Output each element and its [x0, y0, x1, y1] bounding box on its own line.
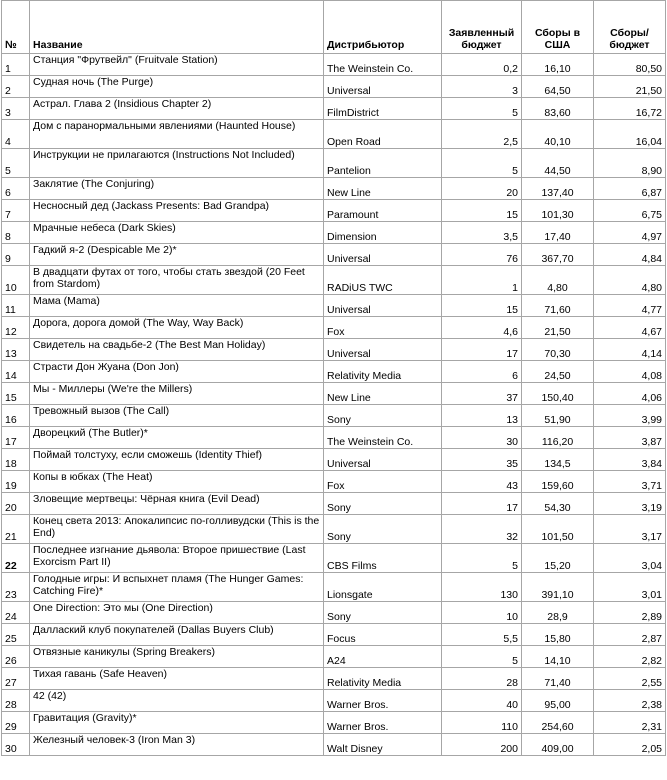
- header-budget: Заявленный бюджет: [442, 1, 522, 54]
- table-row: [2, 734, 666, 756]
- us-gross-value: 51,90: [522, 405, 594, 427]
- distributor-name: CBS Films: [324, 544, 442, 573]
- gross-budget-ratio: 3,99: [594, 405, 666, 427]
- us-gross-value: 70,30: [522, 339, 594, 361]
- movie-title: Свидетель на свадьбе-2 (The Best Man Holiday): [30, 339, 324, 361]
- distributor-name: Relativity Media: [324, 668, 442, 690]
- row-number: 24: [2, 602, 30, 624]
- us-gross-value: 21,50: [522, 317, 594, 339]
- gross-budget-ratio: 2,38: [594, 690, 666, 712]
- gross-budget-ratio: 4,84: [594, 244, 666, 266]
- budget-value: 17: [442, 339, 522, 361]
- budget-value: 37: [442, 383, 522, 405]
- table-row: [2, 427, 666, 449]
- row-number: 20: [2, 493, 30, 515]
- movie-title: Дом с паранормальными явлениями (Haunted House): [30, 120, 324, 149]
- row-number: 13: [2, 339, 30, 361]
- table-row: [2, 339, 666, 361]
- budget-value: 0,2: [442, 54, 522, 76]
- distributor-name: Warner Bros.: [324, 690, 442, 712]
- gross-budget-ratio: 3,04: [594, 544, 666, 573]
- us-gross-value: 116,20: [522, 427, 594, 449]
- table-row: [2, 471, 666, 493]
- us-gross-value: 71,40: [522, 668, 594, 690]
- distributor-name: Universal: [324, 244, 442, 266]
- table-row: [2, 178, 666, 200]
- row-number: 28: [2, 690, 30, 712]
- distributor-name: Walt Disney: [324, 734, 442, 756]
- movie-title: Гравитация (Gravity)*: [30, 712, 324, 734]
- budget-value: 3: [442, 76, 522, 98]
- table-row: [2, 266, 666, 295]
- row-number: 9: [2, 244, 30, 266]
- row-number: 7: [2, 200, 30, 222]
- distributor-name: Sony: [324, 515, 442, 544]
- table-row: [2, 690, 666, 712]
- row-number: 19: [2, 471, 30, 493]
- movie-title: Даллаский клуб покупателей (Dallas Buyers Club): [30, 624, 324, 646]
- table-row: [2, 361, 666, 383]
- table-row: [2, 383, 666, 405]
- budget-value: 43: [442, 471, 522, 493]
- table-row: [2, 54, 666, 76]
- box-office-table: [1, 0, 666, 756]
- distributor-name: Relativity Media: [324, 361, 442, 383]
- row-number: 26: [2, 646, 30, 668]
- gross-budget-ratio: 2,31: [594, 712, 666, 734]
- budget-value: 15: [442, 200, 522, 222]
- budget-value: 17: [442, 493, 522, 515]
- budget-value: 5: [442, 544, 522, 573]
- us-gross-value: 15,20: [522, 544, 594, 573]
- row-number: 29: [2, 712, 30, 734]
- budget-value: 32: [442, 515, 522, 544]
- distributor-name: RADiUS TWC: [324, 266, 442, 295]
- movie-title: Инструкции не прилагаются (Instructions Not Included): [30, 149, 324, 178]
- gross-budget-ratio: 2,55: [594, 668, 666, 690]
- row-number: 8: [2, 222, 30, 244]
- table-row: [2, 149, 666, 178]
- gross-budget-ratio: 8,90: [594, 149, 666, 178]
- row-number: 25: [2, 624, 30, 646]
- budget-value: 1: [442, 266, 522, 295]
- us-gross-value: 409,00: [522, 734, 594, 756]
- movie-title: Поймай толстуху, если сможешь (Identity Thief): [30, 449, 324, 471]
- movie-title: Дорога, дорога домой (The Way, Way Back): [30, 317, 324, 339]
- gross-budget-ratio: 16,72: [594, 98, 666, 120]
- budget-value: 30: [442, 427, 522, 449]
- row-number: 21: [2, 515, 30, 544]
- row-number: 12: [2, 317, 30, 339]
- gross-budget-ratio: 3,17: [594, 515, 666, 544]
- us-gross-value: 150,40: [522, 383, 594, 405]
- budget-value: 130: [442, 573, 522, 602]
- gross-budget-ratio: 2,05: [594, 734, 666, 756]
- distributor-name: Universal: [324, 449, 442, 471]
- header-gross: Сборы в США: [522, 1, 594, 54]
- table-row: [2, 244, 666, 266]
- distributor-name: Open Road: [324, 120, 442, 149]
- us-gross-value: 101,50: [522, 515, 594, 544]
- row-number: 2: [2, 76, 30, 98]
- us-gross-value: 367,70: [522, 244, 594, 266]
- us-gross-value: 159,60: [522, 471, 594, 493]
- us-gross-value: 101,30: [522, 200, 594, 222]
- us-gross-value: 83,60: [522, 98, 594, 120]
- budget-value: 110: [442, 712, 522, 734]
- distributor-name: FilmDistrict: [324, 98, 442, 120]
- table-row: [2, 668, 666, 690]
- table-row: [2, 573, 666, 602]
- budget-value: 5,5: [442, 624, 522, 646]
- movie-title: 42 (42): [30, 690, 324, 712]
- distributor-name: Universal: [324, 76, 442, 98]
- table-row: [2, 76, 666, 98]
- row-number: 27: [2, 668, 30, 690]
- row-number: 14: [2, 361, 30, 383]
- row-number: 10: [2, 266, 30, 295]
- row-number: 11: [2, 295, 30, 317]
- gross-budget-ratio: 4,97: [594, 222, 666, 244]
- us-gross-value: 254,60: [522, 712, 594, 734]
- movie-title: Мрачные небеса (Dark Skies): [30, 222, 324, 244]
- gross-budget-ratio: 3,01: [594, 573, 666, 602]
- row-number: 1: [2, 54, 30, 76]
- budget-value: 40: [442, 690, 522, 712]
- us-gross-value: 391,10: [522, 573, 594, 602]
- table-row: [2, 646, 666, 668]
- row-number: 23: [2, 573, 30, 602]
- budget-value: 2,5: [442, 120, 522, 149]
- us-gross-value: 134,5: [522, 449, 594, 471]
- row-number: 15: [2, 383, 30, 405]
- movie-title: Конец света 2013: Апокалипсис по-голливудски (This is the End): [30, 515, 324, 544]
- budget-value: 76: [442, 244, 522, 266]
- us-gross-value: 64,50: [522, 76, 594, 98]
- row-number: 5: [2, 149, 30, 178]
- us-gross-value: 15,80: [522, 624, 594, 646]
- table-body: [2, 54, 666, 756]
- row-number: 18: [2, 449, 30, 471]
- gross-budget-ratio: 6,87: [594, 178, 666, 200]
- budget-value: 4,6: [442, 317, 522, 339]
- movie-title: Судная ночь (The Purge): [30, 76, 324, 98]
- gross-budget-ratio: 2,87: [594, 624, 666, 646]
- table-row: [2, 712, 666, 734]
- row-number: 16: [2, 405, 30, 427]
- us-gross-value: 28,9: [522, 602, 594, 624]
- header-distributor: Дистрибьютор: [324, 1, 442, 54]
- table-row: [2, 317, 666, 339]
- movie-title: В двадцати футах от того, чтобы стать звездой (20 Feet from Stardom): [30, 266, 324, 295]
- gross-budget-ratio: 4,06: [594, 383, 666, 405]
- gross-budget-ratio: 21,50: [594, 76, 666, 98]
- distributor-name: Dimension: [324, 222, 442, 244]
- gross-budget-ratio: 6,75: [594, 200, 666, 222]
- us-gross-value: 14,10: [522, 646, 594, 668]
- distributor-name: Warner Bros.: [324, 712, 442, 734]
- distributor-name: The Weinstein Co.: [324, 427, 442, 449]
- movie-title: Голодные игры: И вспыхнет пламя (The Hunger Games: Catching Fire)*: [30, 573, 324, 602]
- header-name: Название: [30, 1, 324, 54]
- row-number: 3: [2, 98, 30, 120]
- movie-title: Железный человек-3 (Iron Man 3): [30, 734, 324, 756]
- gross-budget-ratio: 4,80: [594, 266, 666, 295]
- gross-budget-ratio: 2,82: [594, 646, 666, 668]
- header-ratio: Сборы/ бюджет: [594, 1, 666, 54]
- gross-budget-ratio: 3,71: [594, 471, 666, 493]
- header-row: [2, 1, 666, 54]
- budget-value: 15: [442, 295, 522, 317]
- movie-title: Тревожный вызов (The Call): [30, 405, 324, 427]
- table-row: [2, 515, 666, 544]
- gross-budget-ratio: 80,50: [594, 54, 666, 76]
- distributor-name: Universal: [324, 295, 442, 317]
- distributor-name: New Line: [324, 383, 442, 405]
- movie-title: Последнее изгнание дьявола: Второе пришествие (Last Exorcism Part II): [30, 544, 324, 573]
- budget-value: 200: [442, 734, 522, 756]
- gross-budget-ratio: 4,14: [594, 339, 666, 361]
- budget-value: 28: [442, 668, 522, 690]
- movie-title: Станция "Фрутвейл" (Fruitvale Station): [30, 54, 324, 76]
- table-row: [2, 295, 666, 317]
- distributor-name: Sony: [324, 405, 442, 427]
- movie-title: Зловещие мертвецы: Чёрная книга (Evil Dead): [30, 493, 324, 515]
- distributor-name: A24: [324, 646, 442, 668]
- row-number: 22: [2, 544, 30, 573]
- us-gross-value: 24,50: [522, 361, 594, 383]
- gross-budget-ratio: 4,08: [594, 361, 666, 383]
- movie-title: Мы - Миллеры (We're the Millers): [30, 383, 324, 405]
- table-row: [2, 544, 666, 573]
- movie-title: Астрал. Глава 2 (Insidious Chapter 2): [30, 98, 324, 120]
- gross-budget-ratio: 3,87: [594, 427, 666, 449]
- table-row: [2, 602, 666, 624]
- distributor-name: Sony: [324, 493, 442, 515]
- movie-title: Тихая гавань (Safe Heaven): [30, 668, 324, 690]
- table-row: [2, 200, 666, 222]
- table-row: [2, 98, 666, 120]
- budget-value: 5: [442, 149, 522, 178]
- us-gross-value: 137,40: [522, 178, 594, 200]
- gross-budget-ratio: 2,89: [594, 602, 666, 624]
- us-gross-value: 44,50: [522, 149, 594, 178]
- budget-value: 5: [442, 646, 522, 668]
- distributor-name: The Weinstein Co.: [324, 54, 442, 76]
- budget-value: 5: [442, 98, 522, 120]
- distributor-name: Universal: [324, 339, 442, 361]
- distributor-name: New Line: [324, 178, 442, 200]
- budget-value: 10: [442, 602, 522, 624]
- budget-value: 3,5: [442, 222, 522, 244]
- distributor-name: Fox: [324, 471, 442, 493]
- table-row: [2, 120, 666, 149]
- budget-value: 20: [442, 178, 522, 200]
- movie-title: Копы в юбках (The Heat): [30, 471, 324, 493]
- movie-title: Несносный дед (Jackass Presents: Bad Grandpa): [30, 200, 324, 222]
- movie-title: Заклятие (The Conjuring): [30, 178, 324, 200]
- movie-title: Гадкий я-2 (Despicable Me 2)*: [30, 244, 324, 266]
- distributor-name: Focus: [324, 624, 442, 646]
- gross-budget-ratio: 3,84: [594, 449, 666, 471]
- movie-title: Страсти Дон Жуана (Don Jon): [30, 361, 324, 383]
- gross-budget-ratio: 16,04: [594, 120, 666, 149]
- us-gross-value: 16,10: [522, 54, 594, 76]
- gross-budget-ratio: 3,19: [594, 493, 666, 515]
- gross-budget-ratio: 4,77: [594, 295, 666, 317]
- header-num: №: [2, 1, 30, 54]
- row-number: 17: [2, 427, 30, 449]
- budget-value: 13: [442, 405, 522, 427]
- us-gross-value: 40,10: [522, 120, 594, 149]
- budget-value: 6: [442, 361, 522, 383]
- us-gross-value: 95,00: [522, 690, 594, 712]
- distributor-name: Lionsgate: [324, 573, 442, 602]
- movie-title: One Direction: Это мы (One Direction): [30, 602, 324, 624]
- movie-title: Отвязные каникулы (Spring Breakers): [30, 646, 324, 668]
- table-row: [2, 449, 666, 471]
- gross-budget-ratio: 4,67: [594, 317, 666, 339]
- row-number: 30: [2, 734, 30, 756]
- us-gross-value: 17,40: [522, 222, 594, 244]
- us-gross-value: 71,60: [522, 295, 594, 317]
- row-number: 6: [2, 178, 30, 200]
- budget-value: 35: [442, 449, 522, 471]
- table-row: [2, 405, 666, 427]
- movie-title: Дворецкий (The Butler)*: [30, 427, 324, 449]
- us-gross-value: 4,80: [522, 266, 594, 295]
- table-row: [2, 222, 666, 244]
- distributor-name: Fox: [324, 317, 442, 339]
- table-row: [2, 493, 666, 515]
- table-row: [2, 624, 666, 646]
- distributor-name: Sony: [324, 602, 442, 624]
- row-number: 4: [2, 120, 30, 149]
- us-gross-value: 54,30: [522, 493, 594, 515]
- distributor-name: Paramount: [324, 200, 442, 222]
- movie-title: Мама (Mama): [30, 295, 324, 317]
- distributor-name: Pantelion: [324, 149, 442, 178]
